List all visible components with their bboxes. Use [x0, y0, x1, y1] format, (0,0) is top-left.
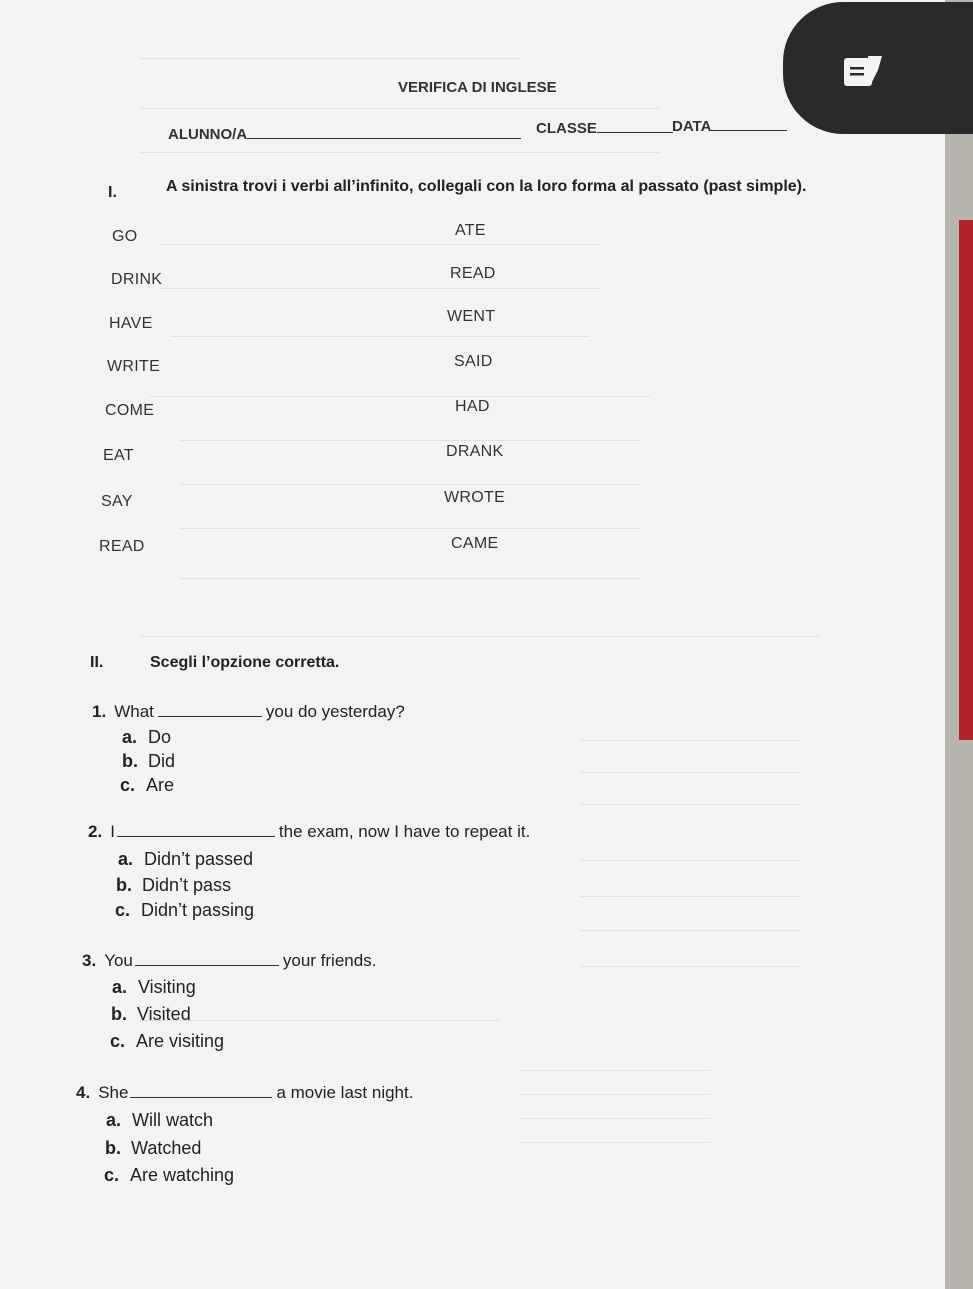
question-text-before: What — [114, 702, 154, 721]
question-number: 1. — [92, 702, 107, 721]
option-item: b. Visited — [111, 1004, 191, 1024]
left-verb-item: DRINK — [111, 271, 163, 288]
option-item: b. Watched — [105, 1138, 202, 1158]
answer-blank — [130, 1083, 272, 1098]
option-item: a. Visiting — [112, 977, 196, 997]
option-item: c. Didn’t passing — [115, 900, 255, 920]
left-verb-item: COME — [105, 402, 155, 419]
student-label: ALUNNO/A — [168, 126, 248, 143]
question-1 — [92, 702, 405, 722]
question-number: 2. — [88, 822, 103, 841]
section1-instruction: A sinistra trovi i verbi all’infinito, collegali con la loro forma al passato (past simple). — [166, 178, 807, 195]
student-name-blank — [247, 124, 521, 139]
right-verb-item: SAID — [454, 353, 493, 370]
question-text-before: She — [98, 1083, 129, 1102]
date-blank — [711, 116, 787, 131]
left-verb-item: GO — [112, 228, 138, 245]
left-verb-item: READ — [99, 538, 145, 555]
question-4 — [76, 1083, 413, 1103]
right-verb-item: WENT — [447, 308, 496, 325]
right-verb-item: ATE — [455, 222, 486, 239]
date-label: DATA — [672, 118, 712, 135]
student-name-field — [168, 124, 521, 143]
question-text-after: a movie last night. — [276, 1083, 414, 1102]
answer-blank — [135, 951, 279, 966]
option-item: c. Are watching — [104, 1165, 235, 1185]
class-label: CLASSE — [536, 120, 597, 137]
option-item: b. Did — [122, 751, 176, 771]
document-icon — [838, 52, 886, 92]
left-verb-item: EAT — [103, 447, 134, 464]
section2-instruction: Scegli l’opzione corretta. — [150, 654, 340, 671]
question-number: 4. — [76, 1083, 91, 1102]
question-text-after: you do yesterday? — [265, 702, 405, 721]
question-text-after: the exam, now I have to repeat it. — [278, 822, 531, 841]
option-item: c. Are visiting — [110, 1031, 225, 1051]
question-text-before: I — [110, 822, 115, 841]
question-text-after: your friends. — [282, 951, 377, 970]
right-verb-item: READ — [450, 265, 496, 282]
left-verb-item: SAY — [101, 493, 133, 510]
answer-blank — [117, 822, 275, 837]
left-verb-item: WRITE — [107, 358, 161, 375]
right-verb-item: WROTE — [444, 489, 506, 506]
option-item: b. Didn’t pass — [116, 875, 232, 895]
date-field — [672, 116, 787, 135]
section2-numeral: II. — [90, 654, 104, 671]
answer-blank — [158, 702, 262, 717]
left-verb-item: HAVE — [109, 315, 153, 332]
right-verb-item: HAD — [455, 398, 490, 415]
question-2 — [88, 822, 530, 842]
class-field — [536, 118, 673, 137]
option-item: a. Will watch — [106, 1110, 214, 1130]
option-item: c. Are — [120, 775, 175, 795]
class-blank — [597, 118, 673, 133]
red-cloth-edge — [959, 220, 973, 740]
question-number: 3. — [82, 951, 97, 970]
right-verb-item: DRANK — [446, 443, 504, 460]
option-item: a. Do — [122, 727, 172, 747]
question-3 — [82, 951, 376, 971]
right-verb-item: CAME — [451, 535, 499, 552]
section1-numeral: I. — [108, 184, 117, 201]
option-item: a. Didn’t passed — [118, 849, 254, 869]
page-title: VERIFICA DI INGLESE — [398, 79, 557, 96]
question-text-before: You — [104, 951, 133, 970]
